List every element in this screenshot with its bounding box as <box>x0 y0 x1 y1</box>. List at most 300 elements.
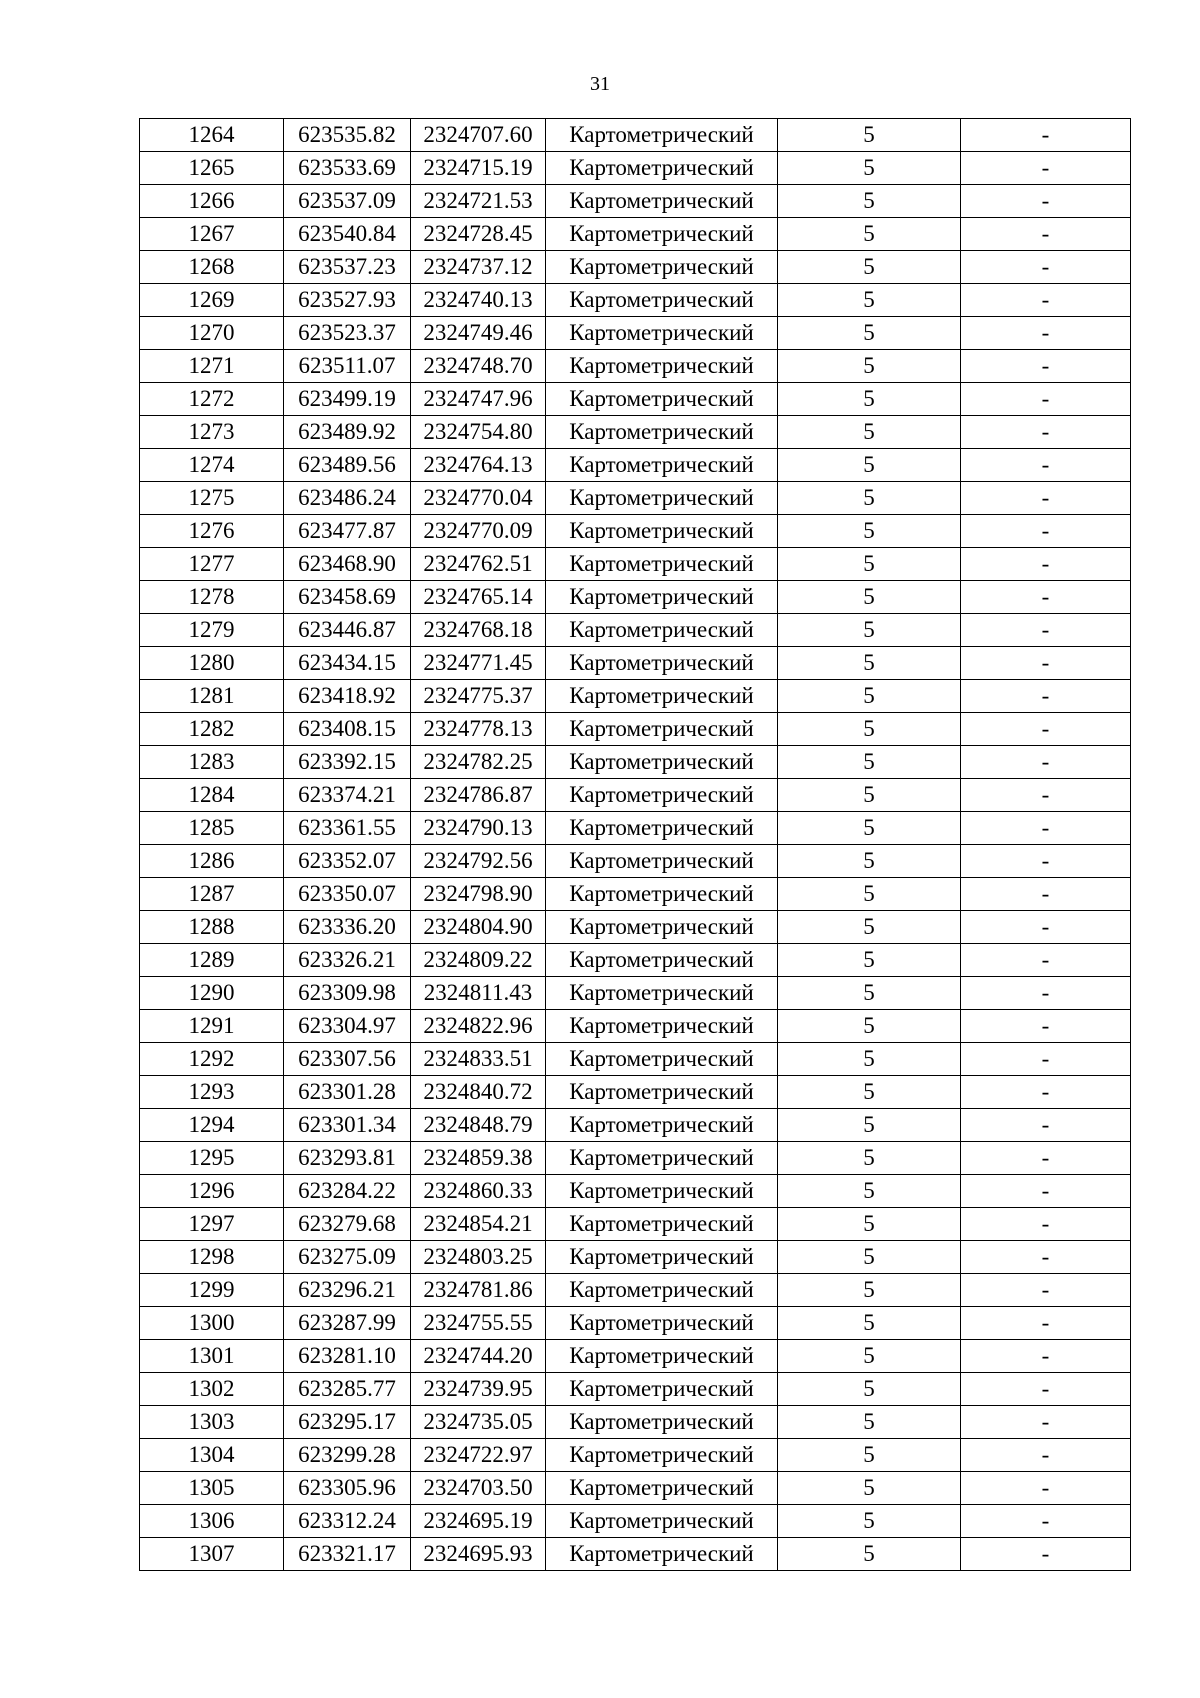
method-cell: Картометрический <box>546 449 778 482</box>
method-cell: Картометрический <box>546 1307 778 1340</box>
method-cell: Картометрический <box>546 152 778 185</box>
x-coordinate-cell: 623299.28 <box>284 1439 411 1472</box>
description-cell: - <box>961 812 1131 845</box>
table-row <box>140 713 1131 746</box>
y-coordinate-cell: 2324735.05 <box>411 1406 546 1439</box>
table-row <box>140 1010 1131 1043</box>
description-cell: - <box>961 317 1131 350</box>
y-coordinate-cell: 2324768.18 <box>411 614 546 647</box>
coordinates-table-body <box>140 119 1131 1571</box>
precision-cell: 5 <box>778 218 961 251</box>
precision-cell: 5 <box>778 1274 961 1307</box>
x-coordinate-cell: 623408.15 <box>284 713 411 746</box>
x-coordinate-cell: 623540.84 <box>284 218 411 251</box>
x-coordinate-cell: 623279.68 <box>284 1208 411 1241</box>
description-cell: - <box>961 1109 1131 1142</box>
y-coordinate-cell: 2324747.96 <box>411 383 546 416</box>
precision-cell: 5 <box>778 746 961 779</box>
table-row <box>140 1505 1131 1538</box>
table-row <box>140 1307 1131 1340</box>
table-row <box>140 1109 1131 1142</box>
x-coordinate-cell: 623418.92 <box>284 680 411 713</box>
point-number-cell: 1275 <box>140 482 284 515</box>
point-number-cell: 1278 <box>140 581 284 614</box>
method-cell: Картометрический <box>546 1373 778 1406</box>
x-coordinate-cell: 623527.93 <box>284 284 411 317</box>
description-cell: - <box>961 1340 1131 1373</box>
method-cell: Картометрический <box>546 1538 778 1571</box>
description-cell: - <box>961 416 1131 449</box>
x-coordinate-cell: 623352.07 <box>284 845 411 878</box>
x-coordinate-cell: 623523.37 <box>284 317 411 350</box>
y-coordinate-cell: 2324770.09 <box>411 515 546 548</box>
x-coordinate-cell: 623486.24 <box>284 482 411 515</box>
page-number: 31 <box>590 73 610 95</box>
description-cell: - <box>961 878 1131 911</box>
x-coordinate-cell: 623336.20 <box>284 911 411 944</box>
description-cell: - <box>961 713 1131 746</box>
point-number-cell: 1297 <box>140 1208 284 1241</box>
y-coordinate-cell: 2324859.38 <box>411 1142 546 1175</box>
description-cell: - <box>961 1472 1131 1505</box>
precision-cell: 5 <box>778 812 961 845</box>
point-number-cell: 1271 <box>140 350 284 383</box>
point-number-cell: 1283 <box>140 746 284 779</box>
x-coordinate-cell: 623499.19 <box>284 383 411 416</box>
table-row <box>140 1439 1131 1472</box>
table-row <box>140 449 1131 482</box>
precision-cell: 5 <box>778 680 961 713</box>
table-row <box>140 185 1131 218</box>
point-number-cell: 1272 <box>140 383 284 416</box>
precision-cell: 5 <box>778 944 961 977</box>
point-number-cell: 1307 <box>140 1538 284 1571</box>
precision-cell: 5 <box>778 1373 961 1406</box>
precision-cell: 5 <box>778 1406 961 1439</box>
precision-cell: 5 <box>778 977 961 1010</box>
y-coordinate-cell: 2324755.55 <box>411 1307 546 1340</box>
x-coordinate-cell: 623285.77 <box>284 1373 411 1406</box>
table-row <box>140 1241 1131 1274</box>
point-number-cell: 1268 <box>140 251 284 284</box>
table-row <box>140 1340 1131 1373</box>
precision-cell: 5 <box>778 482 961 515</box>
y-coordinate-cell: 2324771.45 <box>411 647 546 680</box>
point-number-cell: 1288 <box>140 911 284 944</box>
precision-cell: 5 <box>778 878 961 911</box>
table-row <box>140 416 1131 449</box>
precision-cell: 5 <box>778 548 961 581</box>
precision-cell: 5 <box>778 845 961 878</box>
table-row <box>140 680 1131 713</box>
description-cell: - <box>961 218 1131 251</box>
description-cell: - <box>961 746 1131 779</box>
y-coordinate-cell: 2324754.80 <box>411 416 546 449</box>
description-cell: - <box>961 1274 1131 1307</box>
table-row <box>140 581 1131 614</box>
method-cell: Картометрический <box>546 416 778 449</box>
method-cell: Картометрический <box>546 746 778 779</box>
table-row <box>140 1274 1131 1307</box>
x-coordinate-cell: 623301.34 <box>284 1109 411 1142</box>
y-coordinate-cell: 2324775.37 <box>411 680 546 713</box>
precision-cell: 5 <box>778 614 961 647</box>
precision-cell: 5 <box>778 1538 961 1571</box>
table-row <box>140 1076 1131 1109</box>
precision-cell: 5 <box>778 449 961 482</box>
precision-cell: 5 <box>778 1241 961 1274</box>
point-number-cell: 1274 <box>140 449 284 482</box>
y-coordinate-cell: 2324721.53 <box>411 185 546 218</box>
y-coordinate-cell: 2324703.50 <box>411 1472 546 1505</box>
description-cell: - <box>961 119 1131 152</box>
y-coordinate-cell: 2324804.90 <box>411 911 546 944</box>
point-number-cell: 1303 <box>140 1406 284 1439</box>
method-cell: Картометрический <box>546 878 778 911</box>
table-row <box>140 1175 1131 1208</box>
table-row <box>140 845 1131 878</box>
precision-cell: 5 <box>778 251 961 284</box>
method-cell: Картометрический <box>546 1109 778 1142</box>
x-coordinate-cell: 623537.09 <box>284 185 411 218</box>
point-number-cell: 1289 <box>140 944 284 977</box>
x-coordinate-cell: 623392.15 <box>284 746 411 779</box>
method-cell: Картометрический <box>546 680 778 713</box>
method-cell: Картометрический <box>546 251 778 284</box>
x-coordinate-cell: 623434.15 <box>284 647 411 680</box>
x-coordinate-cell: 623326.21 <box>284 944 411 977</box>
y-coordinate-cell: 2324764.13 <box>411 449 546 482</box>
point-number-cell: 1285 <box>140 812 284 845</box>
table-row <box>140 284 1131 317</box>
point-number-cell: 1266 <box>140 185 284 218</box>
table-row <box>140 383 1131 416</box>
y-coordinate-cell: 2324695.93 <box>411 1538 546 1571</box>
table-row <box>140 1538 1131 1571</box>
x-coordinate-cell: 623361.55 <box>284 812 411 845</box>
method-cell: Картометрический <box>546 944 778 977</box>
method-cell: Картометрический <box>546 1010 778 1043</box>
y-coordinate-cell: 2324781.86 <box>411 1274 546 1307</box>
x-coordinate-cell: 623350.07 <box>284 878 411 911</box>
point-number-cell: 1295 <box>140 1142 284 1175</box>
x-coordinate-cell: 623535.82 <box>284 119 411 152</box>
y-coordinate-cell: 2324748.70 <box>411 350 546 383</box>
description-cell: - <box>961 548 1131 581</box>
table-row <box>140 779 1131 812</box>
y-coordinate-cell: 2324749.46 <box>411 317 546 350</box>
x-coordinate-cell: 623296.21 <box>284 1274 411 1307</box>
point-number-cell: 1302 <box>140 1373 284 1406</box>
y-coordinate-cell: 2324695.19 <box>411 1505 546 1538</box>
precision-cell: 5 <box>778 383 961 416</box>
description-cell: - <box>961 1439 1131 1472</box>
y-coordinate-cell: 2324744.20 <box>411 1340 546 1373</box>
method-cell: Картометрический <box>546 1406 778 1439</box>
table-row <box>140 515 1131 548</box>
description-cell: - <box>961 680 1131 713</box>
description-cell: - <box>961 779 1131 812</box>
x-coordinate-cell: 623301.28 <box>284 1076 411 1109</box>
point-number-cell: 1292 <box>140 1043 284 1076</box>
x-coordinate-cell: 623284.22 <box>284 1175 411 1208</box>
y-coordinate-cell: 2324811.43 <box>411 977 546 1010</box>
table-row <box>140 1472 1131 1505</box>
description-cell: - <box>961 1010 1131 1043</box>
point-number-cell: 1270 <box>140 317 284 350</box>
description-cell: - <box>961 1076 1131 1109</box>
y-coordinate-cell: 2324707.60 <box>411 119 546 152</box>
description-cell: - <box>961 449 1131 482</box>
description-cell: - <box>961 482 1131 515</box>
method-cell: Картометрический <box>546 383 778 416</box>
method-cell: Картометрический <box>546 614 778 647</box>
point-number-cell: 1286 <box>140 845 284 878</box>
x-coordinate-cell: 623489.92 <box>284 416 411 449</box>
precision-cell: 5 <box>778 1010 961 1043</box>
point-number-cell: 1301 <box>140 1340 284 1373</box>
precision-cell: 5 <box>778 317 961 350</box>
x-coordinate-cell: 623293.81 <box>284 1142 411 1175</box>
point-number-cell: 1290 <box>140 977 284 1010</box>
description-cell: - <box>961 350 1131 383</box>
precision-cell: 5 <box>778 779 961 812</box>
point-number-cell: 1264 <box>140 119 284 152</box>
precision-cell: 5 <box>778 515 961 548</box>
precision-cell: 5 <box>778 581 961 614</box>
method-cell: Картометрический <box>546 185 778 218</box>
point-number-cell: 1305 <box>140 1472 284 1505</box>
method-cell: Картометрический <box>546 911 778 944</box>
description-cell: - <box>961 284 1131 317</box>
y-coordinate-cell: 2324722.97 <box>411 1439 546 1472</box>
x-coordinate-cell: 623309.98 <box>284 977 411 1010</box>
x-coordinate-cell: 623477.87 <box>284 515 411 548</box>
point-number-cell: 1273 <box>140 416 284 449</box>
point-number-cell: 1296 <box>140 1175 284 1208</box>
point-number-cell: 1277 <box>140 548 284 581</box>
y-coordinate-cell: 2324854.21 <box>411 1208 546 1241</box>
method-cell: Картометрический <box>546 581 778 614</box>
precision-cell: 5 <box>778 185 961 218</box>
method-cell: Картометрический <box>546 218 778 251</box>
method-cell: Картометрический <box>546 1340 778 1373</box>
precision-cell: 5 <box>778 1109 961 1142</box>
precision-cell: 5 <box>778 1142 961 1175</box>
x-coordinate-cell: 623307.56 <box>284 1043 411 1076</box>
table-row <box>140 119 1131 152</box>
table-row <box>140 944 1131 977</box>
point-number-cell: 1291 <box>140 1010 284 1043</box>
y-coordinate-cell: 2324737.12 <box>411 251 546 284</box>
point-number-cell: 1304 <box>140 1439 284 1472</box>
x-coordinate-cell: 623287.99 <box>284 1307 411 1340</box>
description-cell: - <box>961 1241 1131 1274</box>
x-coordinate-cell: 623458.69 <box>284 581 411 614</box>
y-coordinate-cell: 2324792.56 <box>411 845 546 878</box>
point-number-cell: 1284 <box>140 779 284 812</box>
table-row <box>140 647 1131 680</box>
precision-cell: 5 <box>778 911 961 944</box>
x-coordinate-cell: 623537.23 <box>284 251 411 284</box>
point-number-cell: 1267 <box>140 218 284 251</box>
x-coordinate-cell: 623489.56 <box>284 449 411 482</box>
table-row <box>140 977 1131 1010</box>
x-coordinate-cell: 623305.96 <box>284 1472 411 1505</box>
method-cell: Картометрический <box>546 1076 778 1109</box>
table-row <box>140 911 1131 944</box>
point-number-cell: 1276 <box>140 515 284 548</box>
table-row <box>140 1373 1131 1406</box>
table-row <box>140 1043 1131 1076</box>
precision-cell: 5 <box>778 1439 961 1472</box>
x-coordinate-cell: 623511.07 <box>284 350 411 383</box>
method-cell: Картометрический <box>546 1208 778 1241</box>
description-cell: - <box>961 1406 1131 1439</box>
point-number-cell: 1306 <box>140 1505 284 1538</box>
description-cell: - <box>961 581 1131 614</box>
x-coordinate-cell: 623446.87 <box>284 614 411 647</box>
x-coordinate-cell: 623281.10 <box>284 1340 411 1373</box>
precision-cell: 5 <box>778 350 961 383</box>
method-cell: Картометрический <box>546 1142 778 1175</box>
method-cell: Картометрический <box>546 284 778 317</box>
method-cell: Картометрический <box>546 482 778 515</box>
method-cell: Картометрический <box>546 119 778 152</box>
point-number-cell: 1294 <box>140 1109 284 1142</box>
method-cell: Картометрический <box>546 1241 778 1274</box>
x-coordinate-cell: 623533.69 <box>284 152 411 185</box>
x-coordinate-cell: 623468.90 <box>284 548 411 581</box>
y-coordinate-cell: 2324798.90 <box>411 878 546 911</box>
y-coordinate-cell: 2324848.79 <box>411 1109 546 1142</box>
method-cell: Картометрический <box>546 1505 778 1538</box>
y-coordinate-cell: 2324803.25 <box>411 1241 546 1274</box>
precision-cell: 5 <box>778 119 961 152</box>
precision-cell: 5 <box>778 284 961 317</box>
point-number-cell: 1282 <box>140 713 284 746</box>
point-number-cell: 1269 <box>140 284 284 317</box>
y-coordinate-cell: 2324765.14 <box>411 581 546 614</box>
description-cell: - <box>961 845 1131 878</box>
table-row <box>140 746 1131 779</box>
table-row <box>140 1208 1131 1241</box>
description-cell: - <box>961 1307 1131 1340</box>
description-cell: - <box>961 251 1131 284</box>
precision-cell: 5 <box>778 1208 961 1241</box>
point-number-cell: 1280 <box>140 647 284 680</box>
table-row <box>140 317 1131 350</box>
x-coordinate-cell: 623304.97 <box>284 1010 411 1043</box>
y-coordinate-cell: 2324786.87 <box>411 779 546 812</box>
description-cell: - <box>961 515 1131 548</box>
point-number-cell: 1299 <box>140 1274 284 1307</box>
method-cell: Картометрический <box>546 812 778 845</box>
method-cell: Картометрический <box>546 779 778 812</box>
table-row <box>140 1142 1131 1175</box>
table-row <box>140 218 1131 251</box>
table-row <box>140 812 1131 845</box>
description-cell: - <box>961 1538 1131 1571</box>
table-row <box>140 614 1131 647</box>
point-number-cell: 1279 <box>140 614 284 647</box>
precision-cell: 5 <box>778 647 961 680</box>
x-coordinate-cell: 623275.09 <box>284 1241 411 1274</box>
precision-cell: 5 <box>778 1043 961 1076</box>
y-coordinate-cell: 2324790.13 <box>411 812 546 845</box>
method-cell: Картометрический <box>546 350 778 383</box>
precision-cell: 5 <box>778 416 961 449</box>
y-coordinate-cell: 2324770.04 <box>411 482 546 515</box>
description-cell: - <box>961 1505 1131 1538</box>
table-row <box>140 548 1131 581</box>
point-number-cell: 1265 <box>140 152 284 185</box>
method-cell: Картометрический <box>546 1274 778 1307</box>
y-coordinate-cell: 2324728.45 <box>411 218 546 251</box>
y-coordinate-cell: 2324715.19 <box>411 152 546 185</box>
table-row <box>140 251 1131 284</box>
table-row <box>140 878 1131 911</box>
point-number-cell: 1287 <box>140 878 284 911</box>
y-coordinate-cell: 2324860.33 <box>411 1175 546 1208</box>
point-number-cell: 1300 <box>140 1307 284 1340</box>
precision-cell: 5 <box>778 1505 961 1538</box>
method-cell: Картометрический <box>546 1175 778 1208</box>
y-coordinate-cell: 2324833.51 <box>411 1043 546 1076</box>
table-row <box>140 350 1131 383</box>
method-cell: Картометрический <box>546 548 778 581</box>
description-cell: - <box>961 185 1131 218</box>
precision-cell: 5 <box>778 152 961 185</box>
description-cell: - <box>961 1043 1131 1076</box>
method-cell: Картометрический <box>546 515 778 548</box>
method-cell: Картометрический <box>546 713 778 746</box>
description-cell: - <box>961 1175 1131 1208</box>
x-coordinate-cell: 623312.24 <box>284 1505 411 1538</box>
method-cell: Картометрический <box>546 845 778 878</box>
precision-cell: 5 <box>778 713 961 746</box>
y-coordinate-cell: 2324739.95 <box>411 1373 546 1406</box>
description-cell: - <box>961 647 1131 680</box>
point-number-cell: 1293 <box>140 1076 284 1109</box>
y-coordinate-cell: 2324822.96 <box>411 1010 546 1043</box>
y-coordinate-cell: 2324740.13 <box>411 284 546 317</box>
y-coordinate-cell: 2324778.13 <box>411 713 546 746</box>
y-coordinate-cell: 2324762.51 <box>411 548 546 581</box>
precision-cell: 5 <box>778 1076 961 1109</box>
y-coordinate-cell: 2324809.22 <box>411 944 546 977</box>
method-cell: Картометрический <box>546 977 778 1010</box>
table-row <box>140 482 1131 515</box>
description-cell: - <box>961 383 1131 416</box>
table-row <box>140 1406 1131 1439</box>
description-cell: - <box>961 1373 1131 1406</box>
description-cell: - <box>961 977 1131 1010</box>
x-coordinate-cell: 623321.17 <box>284 1538 411 1571</box>
precision-cell: 5 <box>778 1175 961 1208</box>
x-coordinate-cell: 623374.21 <box>284 779 411 812</box>
precision-cell: 5 <box>778 1472 961 1505</box>
method-cell: Картометрический <box>546 1472 778 1505</box>
description-cell: - <box>961 152 1131 185</box>
method-cell: Картометрический <box>546 317 778 350</box>
description-cell: - <box>961 944 1131 977</box>
description-cell: - <box>961 1142 1131 1175</box>
y-coordinate-cell: 2324782.25 <box>411 746 546 779</box>
x-coordinate-cell: 623295.17 <box>284 1406 411 1439</box>
description-cell: - <box>961 911 1131 944</box>
table-row <box>140 152 1131 185</box>
